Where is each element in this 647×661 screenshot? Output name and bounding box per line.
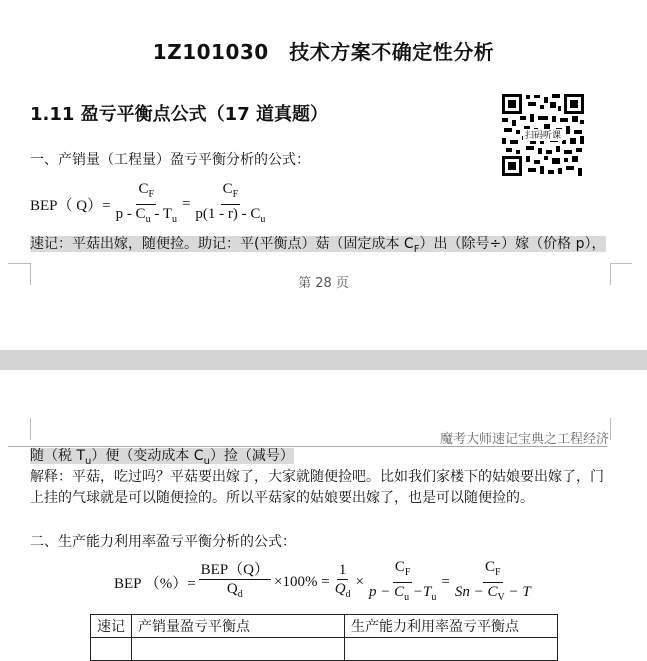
qr-code-icon xyxy=(500,92,586,178)
comparison-table xyxy=(90,614,558,661)
item1-heading: 一、产销量（工程量）盈亏平衡分析的公式： xyxy=(30,152,310,168)
page-corner-mark xyxy=(8,263,30,264)
formula2-equals: = xyxy=(441,574,450,590)
formula2-lhs: BEP （%）= xyxy=(114,576,196,592)
formula2-fraction-4: $\frac{C_F}{Sn - C_V - T}$ xyxy=(454,559,531,603)
table-row xyxy=(91,638,558,661)
formula1-fraction-1: $\frac{C_F}{p - C_u - T_u}$ xyxy=(115,181,177,225)
formula2-times: × xyxy=(355,574,364,590)
chapter-title: 1Z101030 技术方案不确定性分析 xyxy=(152,40,495,64)
mnemonic-line-1: 速记：平菇出嫁，随便捡。助记：平(平衡点）菇（固定成本 $C_F$）出（除号÷）嫁（价格 p）， xyxy=(30,236,606,255)
page-corner-mark xyxy=(610,263,632,264)
explanation-line-1: 解释：平菇，吃过吗？平菇要出嫁了，大家就随便捡吧。比如我们家楼下的姑娘要出嫁了，门 xyxy=(30,469,604,485)
bep-q-formula xyxy=(30,181,270,228)
qr-caption: 扫码听课 xyxy=(524,131,562,141)
formula1-fraction-2: $\frac{C_F}{p(1 - r) - C_u}$ xyxy=(195,181,266,225)
table-header-cell: 速记 xyxy=(91,615,132,638)
explanation-line-2: 上挂的气球就是可以随便捡的。所以平菇家的姑娘要出嫁了，也是可以随便捡的。 xyxy=(30,490,534,506)
formula1-equals: = xyxy=(181,196,191,212)
formula2-times-100: ×100% = xyxy=(274,574,330,590)
formula2-fraction-3: $\frac{C_F}{p - C_u -T_u}$ xyxy=(369,559,437,603)
table-header-cell: 产销量盈亏平衡点 xyxy=(132,615,345,638)
section-title: 1.11 盈亏平衡点公式（17 道真题） xyxy=(30,104,328,125)
running-header: 魔考大师速记宝典之工程经济 xyxy=(439,432,609,447)
formula2-fraction-2: $\frac{1}{Q_d}$ xyxy=(334,562,351,600)
formula1-lhs: BEP（ Q）= xyxy=(30,198,111,214)
page-corner-mark xyxy=(8,418,31,440)
page-29 xyxy=(0,370,647,640)
table-header-cell: 生产能力利用率盈亏平衡点 xyxy=(345,615,558,638)
bep-percent-formula xyxy=(114,559,536,606)
page-separator xyxy=(0,350,647,370)
table-header-row xyxy=(91,615,558,638)
mnemonic-line-2: 随（税 $T_u$）便（变动成本 $C_u$）捡（减号） xyxy=(30,448,294,467)
formula2-fraction-1: $\frac{\text{BEP（Q）}}{Q_d}$ xyxy=(200,562,270,600)
qr-code xyxy=(500,92,586,178)
page-corner-mark xyxy=(610,418,633,440)
item2-heading: 二、生产能力利用率盈亏平衡分析的公式： xyxy=(30,534,296,550)
page-number: 第 28 页 xyxy=(298,276,349,291)
